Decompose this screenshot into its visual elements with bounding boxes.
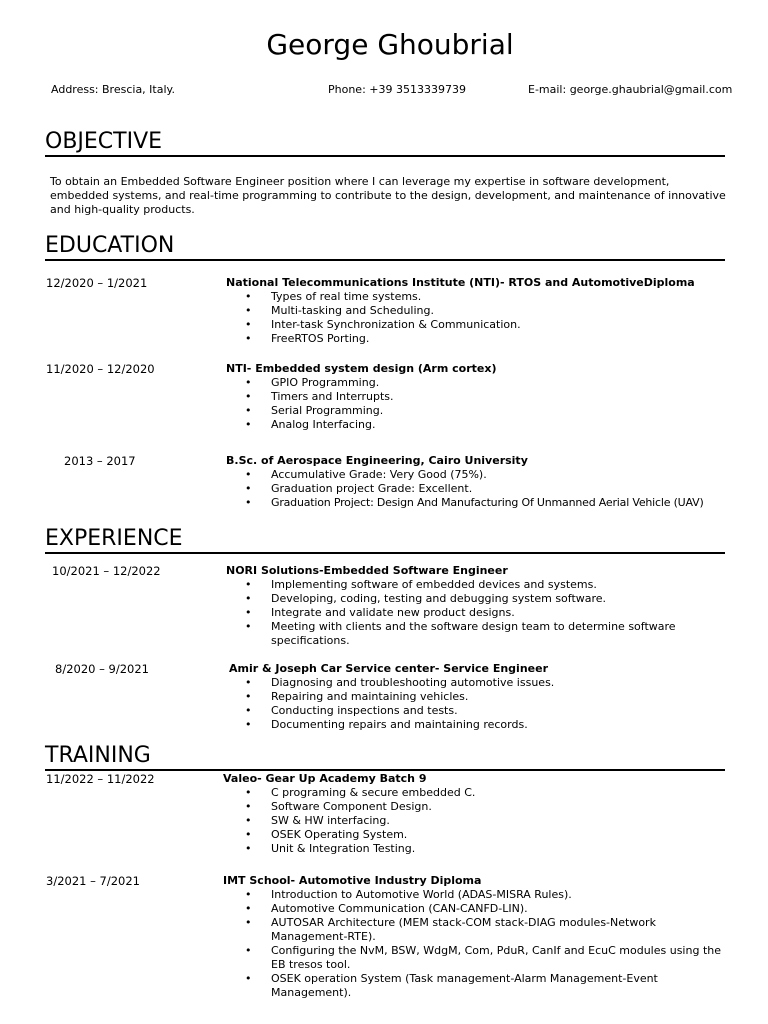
entry-bullets: [245, 290, 735, 346]
section-title-training: TRAINING: [45, 743, 725, 771]
entry-title: NORI Solutions-Embedded Software Engineer: [226, 564, 508, 577]
entry-title: National Telecommunications Institute (NTI)- RTOS and AutomotiveDiploma: [226, 276, 695, 289]
bullet-item: • OSEK Operating System.: [245, 828, 735, 842]
bullet-item: • Unit & Integration Testing.: [245, 842, 735, 856]
entry-date: 8/2020 – 9/2021: [55, 662, 149, 676]
bullet-item: • FreeRTOS Porting.: [245, 332, 735, 346]
candidate-name: George Ghoubrial: [266, 28, 514, 61]
bullet-item: • Repairing and maintaining vehicles.: [245, 690, 735, 704]
bullet-item: • AUTOSAR Architecture (MEM stack-COM stack-DIAG modules-Network Management-RTE).: [245, 916, 725, 944]
bullet-item: • Meeting with clients and the software design team to determine software specifications.: [245, 620, 735, 648]
bullet-item: • SW & HW interfacing.: [245, 814, 735, 828]
entry-date: 3/2021 – 7/2021: [46, 874, 140, 888]
bullet-item: • Analog Interfacing.: [245, 418, 735, 432]
entry-date: 11/2020 – 12/2020: [46, 362, 155, 376]
bullet-item: • Types of real time systems.: [245, 290, 735, 304]
entry-date: 11/2022 – 11/2022: [46, 772, 155, 786]
bullet-item: • Configuring the NvM, BSW, WdgM, Com, PduR, CanIf and EcuC modules using the EB tresos tool.: [245, 944, 725, 972]
section-title-experience: EXPERIENCE: [45, 526, 725, 554]
bullet-item: • OSEK operation System (Task management-Alarm Management-Event Management).: [245, 972, 725, 1000]
objective-text: To obtain an Embedded Software Engineer position where I can leverage my expertise in software development, embedded systems, and real-time programming to contribute to the design, development, and maintenance of innovative and high-quality products.: [50, 175, 726, 216]
bullet-item: • GPIO Programming.: [245, 376, 735, 390]
bullet-item: • Automotive Communication (CAN-CANFD-LIN).: [245, 902, 725, 916]
entry-date: 2013 – 2017: [64, 454, 136, 468]
entry-title: NTI- Embedded system design (Arm cortex): [226, 362, 497, 375]
entry-bullets: [245, 888, 725, 1000]
entry-date: 10/2021 – 12/2022: [52, 564, 161, 578]
entry-title: Amir & Joseph Car Service center- Service Engineer: [229, 662, 548, 675]
bullet-item: • Diagnosing and troubleshooting automotive issues.: [245, 676, 735, 690]
entry-title: IMT School- Automotive Industry Diploma: [223, 874, 482, 887]
phone: Phone: +39 3513339739: [328, 83, 466, 96]
entry-title: Valeo- Gear Up Academy Batch 9: [223, 772, 427, 785]
bullet-item: • Introduction to Automotive World (ADAS-MISRA Rules).: [245, 888, 725, 902]
bullet-item: • Graduation Project: Design And Manufacturing Of Unmanned Aerial Vehicle (UAV): [245, 496, 745, 510]
entry-title: B.Sc. of Aerospace Engineering, Cairo University: [226, 454, 528, 467]
bullet-item: • Inter-task Synchronization & Communication.: [245, 318, 735, 332]
email: E-mail: george.ghaubrial@gmail.com: [528, 83, 733, 96]
bullet-item: • Documenting repairs and maintaining records.: [245, 718, 735, 732]
bullet-item: • Graduation project Grade: Excellent.: [245, 482, 745, 496]
bullet-item: • C programing & secure embedded C.: [245, 786, 735, 800]
bullet-item: • Software Component Design.: [245, 800, 735, 814]
entry-bullets: [245, 468, 745, 510]
entry-bullets: [245, 676, 735, 732]
entry-bullets: [245, 786, 735, 856]
section-title-objective: OBJECTIVE: [45, 129, 725, 157]
bullet-item: • Timers and Interrupts.: [245, 390, 735, 404]
address: Address: Brescia, Italy.: [51, 83, 175, 96]
bullet-item: • Integrate and validate new product designs.: [245, 606, 735, 620]
bullet-item: • Conducting inspections and tests.: [245, 704, 735, 718]
entry-bullets: [245, 376, 735, 432]
bullet-item: • Accumulative Grade: Very Good (75%).: [245, 468, 745, 482]
bullet-item: • Developing, coding, testing and debugging system software.: [245, 592, 735, 606]
section-title-education: EDUCATION: [45, 233, 725, 261]
entry-date: 12/2020 – 1/2021: [46, 276, 148, 290]
bullet-item: • Serial Programming.: [245, 404, 735, 418]
entry-bullets: [245, 578, 735, 648]
bullet-item: • Implementing software of embedded devices and systems.: [245, 578, 735, 592]
bullet-item: • Multi-tasking and Scheduling.: [245, 304, 735, 318]
